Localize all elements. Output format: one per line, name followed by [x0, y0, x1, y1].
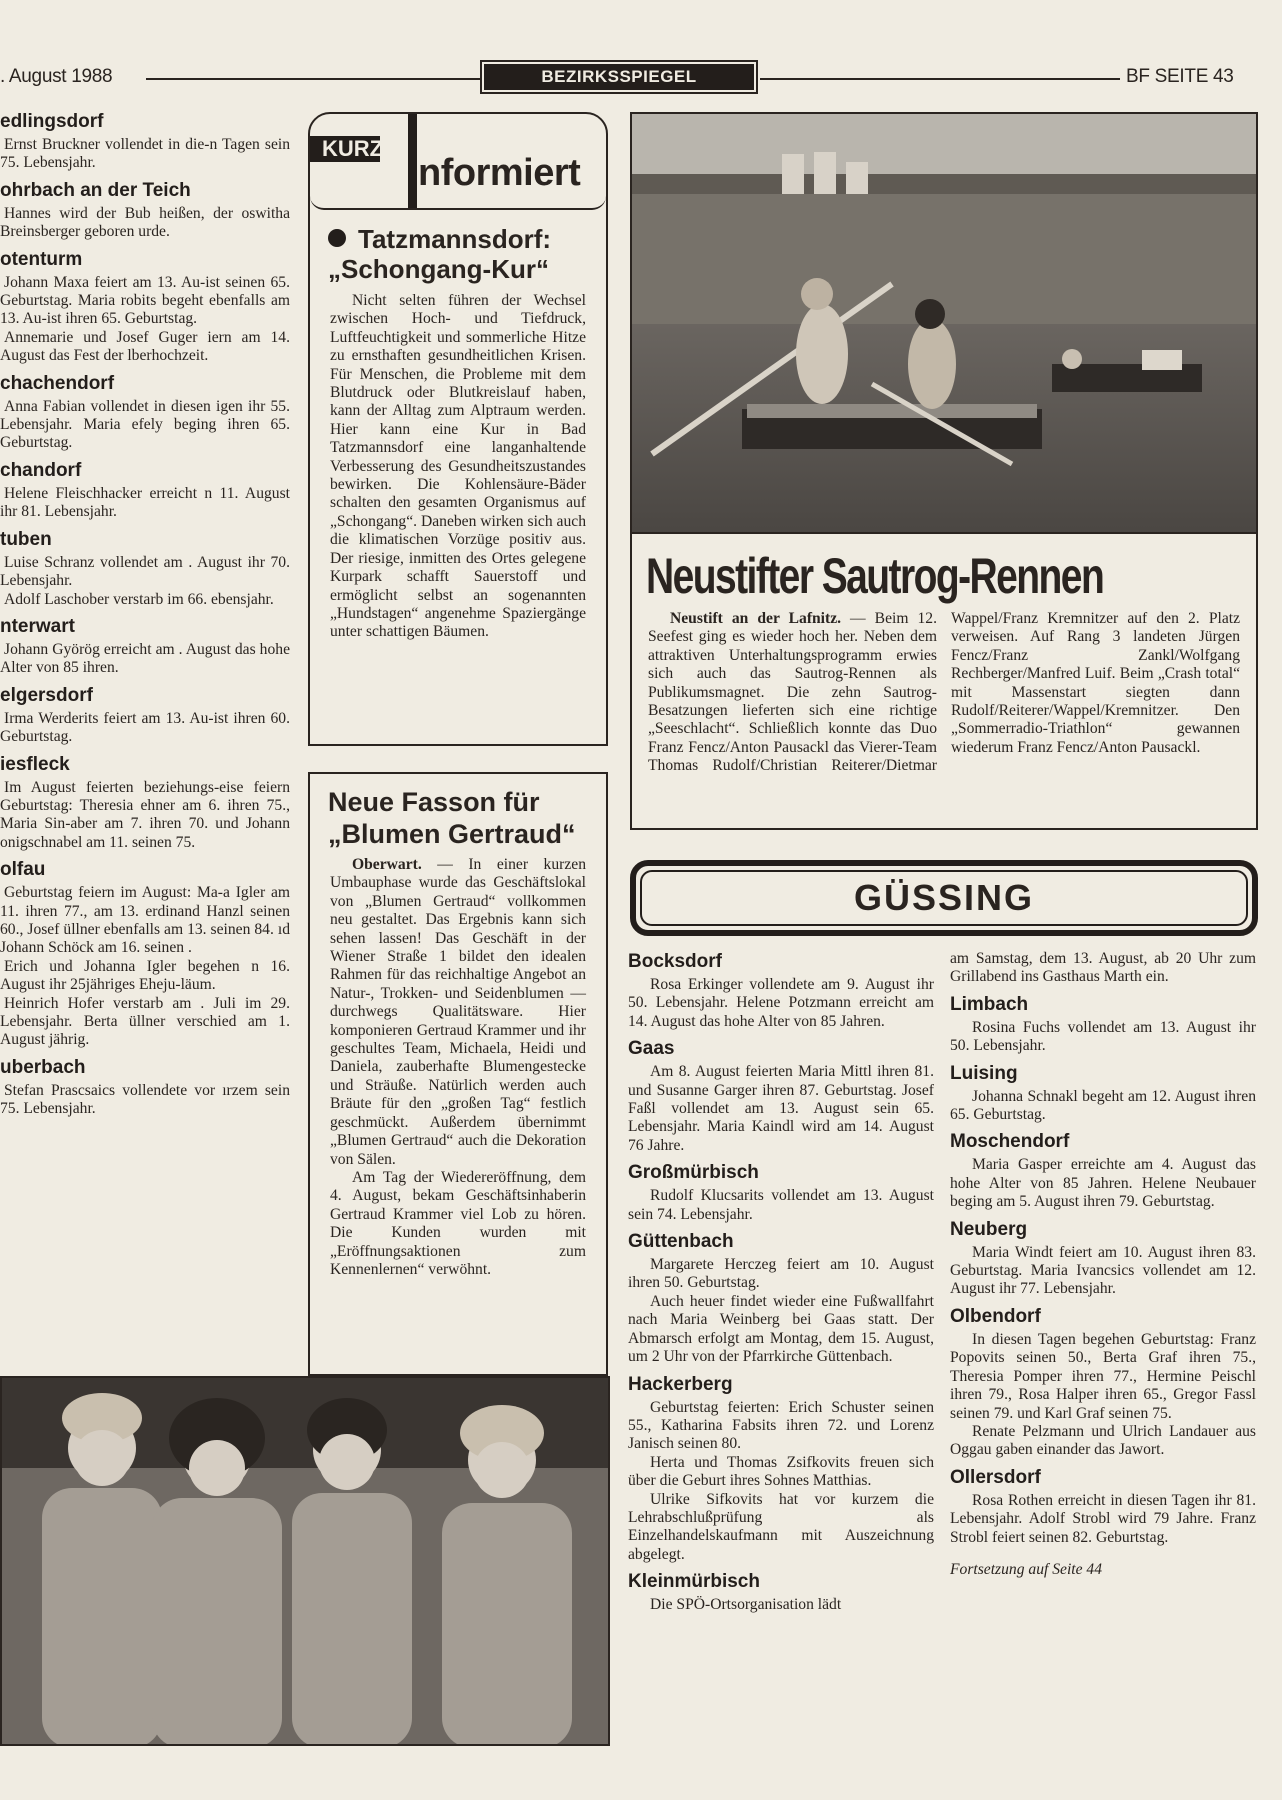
kurz-informiert-box	[308, 112, 608, 746]
notice-paragraph: Ernst Bruckner vollendet in die-n Tagen sein 75. Lebensjahr.	[0, 136, 290, 172]
place-heading: otenturm	[0, 248, 83, 270]
notice-paragraph: Geburtstag feiern im August: Ma-a Igler am 11. ihren 77., am 13. erdinand Hanzl seinen 60., Josef üllner ebenfalls am 13. seinen 84. ıd Johann Schöck am 16. seinen .	[0, 884, 290, 957]
district-banner	[630, 860, 1258, 936]
sautrog-race-photo	[630, 112, 1258, 534]
page-number: BF SEITE 43	[1126, 66, 1234, 87]
guessing-column-1	[628, 944, 934, 1615]
place-heading: olfau	[0, 859, 46, 881]
place-heading: Ollersdorf	[950, 1466, 1041, 1488]
notice-paragraph: Anna Fabian vollendet in diesen igen ihr 55. Lebensjahr. Maria efely beging ihren 65. Geburtstag.	[0, 397, 290, 452]
article-body	[648, 610, 1240, 776]
notice-paragraph: Rudolf Klucsarits vollendet am 13. August sein 74. Lebensjahr.	[628, 1187, 934, 1223]
notice-paragraph: Am 8. August feierten Maria Mittl ihren 81. und Susanne Garger ihren 87. Geburtstag. Josef Faßl vollendet am 13. August sein 65. Lebensjahr. Maria Kaindl wird am 14. August 76 Jahre.	[628, 1063, 934, 1154]
place-heading: nterwart	[0, 615, 75, 637]
notice-paragraph: Luise Schranz vollendet am . August ihr 70. Lebensjahr.	[0, 553, 290, 590]
place-heading: Güttenbach	[628, 1231, 734, 1253]
notice-paragraph: Rosa Erkinger vollendete am 9. August ihr 50. Lebensjahr. Helene Potzmann erreicht am 14. August das hohe Alter von 85 Jahren.	[628, 976, 934, 1030]
place-heading: tuben	[0, 528, 52, 550]
left-column-notices	[0, 104, 290, 1119]
place-heading: Moschendorf	[950, 1131, 1070, 1153]
article-headline: Neue Fasson für „Blumen Gertraud“	[328, 787, 576, 849]
notice-paragraph: Johann Maxa feiert am 13. Au-ist seinen 65. Geburtstag. Maria robits begeht ebenfalls am 13. Au-ist ihren 65. Geburtstag.	[0, 273, 290, 328]
article-paragraph: Am Tag der Wiedereröffnung, dem 4. August, bekam Geschäftsinhaberin Gertraud Krammer viel Lob zu hören. Die Kunden wurden mit „Eröffnungsaktionen zum Kennenlernen“ verwöhnt.	[330, 1168, 586, 1278]
dateline: Neustift an der Lafnitz.	[670, 610, 842, 627]
notice-paragraph: Erich und Johanna Igler begehen n 16. August ihr 25jähriges Eheju-läum.	[0, 957, 290, 994]
notice-paragraph: Irma Werderits feiert am 13. Au-ist ihren 60. Geburtstag.	[0, 709, 290, 746]
place-heading: chandorf	[0, 459, 82, 481]
informiert-word: nformiert	[418, 152, 581, 194]
notice-paragraph: Ulrike Sifkovits hat vor kurzem die Lehrabschlußprüfung als Einzelhandelskaufmann mit Auszeichnung abgelegt.	[628, 1490, 934, 1563]
continuation-note: Fortsetzung auf Seite 44	[950, 1560, 1103, 1578]
section-masthead	[480, 60, 758, 94]
place-heading: Gaas	[628, 1038, 675, 1060]
notice-paragraph: Adolf Laschober verstarb im 66. ebensjahr.	[4, 590, 274, 608]
notice-paragraph: Geburtstag feierten: Erich Schuster seinen 55., Katharina Fabsits ihren 72. und Lorenz Janisch seinen 80.	[628, 1398, 934, 1453]
headline-text: Tatzmannsdorf: „Schongang-Kur“	[328, 224, 552, 284]
place-heading: Hackerberg	[628, 1373, 733, 1395]
place-heading: Luising	[950, 1062, 1018, 1084]
article-headline: Neustifter Sautrog-Rennen	[646, 548, 1104, 604]
place-heading: iesfleck	[0, 753, 70, 775]
kurz-informiert-logo	[310, 114, 606, 210]
logo-bar	[408, 114, 417, 208]
body-text: — Beim 12. Seefest ging es wieder hoch her. Neben dem attraktiven Unterhaltungsprogramm erwies sich auch das Sautrog-Rennen als Publikumsmagnet. Die zehn Sautrog-Besatzungen lieferten sich eine richtige „Seeschlacht“. Schließlich konnte das Duo Franz Fencz/Anton Pausackl das Vierer-Team Thomas Rudolf/Christian Reiterer/Dietmar Wappel/Franz Kremnitzer auf den 2. Platz verweisen. Auf Rang 3 landeten Jürgen Fencz/Franz Zankl/Wolfgang Rechberger/Manfred Luif. Beim „Crash total“ mit Massenstart siegten dann Rudolf/Reiterer/Wappel/Kremnitzer. Den „Sommerradio-Triathlon“ gewannen wiederum Franz Fencz/Anton Pausackl.	[648, 610, 1240, 775]
florist-team-photo	[0, 1376, 610, 1746]
paragraph-text: — In einer kurzen Umbauphase wurde das Geschäftslokal von „Blumen Gertraud“ vollkommen neu gestaltet. Das Ergebnis kann sich sehen lassen! Das Geschäft in der Wiener Straße 1 bildet den idealen Rahmen für das reichhaltige Angebot an Natur-, Trokken- und Seidenblumen — durchwegs Qualitätsware. Hier komponieren Gertraud Krammer und ihr geschultes Team, Michaela, Heidi und Daniela, zauberhafte Blumengestecke und Sträuße. Natürlich werden auch Bräute für den „großen Tag“ festlich geschmückt. Außerdem übernimmt „Blumen Gertraud“ auch die Dekoration von Sälen.	[330, 856, 586, 1168]
place-heading: ohrbach an der Teich	[0, 179, 191, 201]
notice-paragraph: Rosa Rothen erreicht in diesen Tagen ihr 81. Lebensjahr. Adolf Strobl wird 79 Jahre. Franz Strobl feiert seinen 82. Geburtstag.	[950, 1491, 1256, 1546]
dateline: Oberwart.	[352, 856, 422, 873]
notice-paragraph: Hannes wird der Bub heißen, der oswitha Breinsberger geboren urde.	[0, 204, 290, 241]
notice-paragraph: Helene Fleischhacker erreicht n 11. August ihr 81. Lebensjahr.	[0, 484, 290, 521]
notice-paragraph: Die SPÖ-Ortsorganisation lädt	[650, 1596, 842, 1614]
notice-paragraph: Maria Gasper erreichte am 4. August das hohe Alter von 85 Jahren. Helene Neubauer beging am 5. August ihren 79. Geburtstag.	[950, 1156, 1256, 1211]
place-heading: Kleinmürbisch	[628, 1571, 760, 1593]
notice-paragraph: Auch heuer findet wieder eine Fußwallfahrt nach Maria Weinberg bei Gaas statt. Der Abmarsch erfolgt am Montag, dem 15. August, um 2 Uhr von der Pfarrkirche Güttenbach.	[628, 1292, 934, 1366]
place-heading: Großmürbisch	[628, 1162, 759, 1184]
notice-paragraph: Stefan Prascsaics vollendete vor ırzem sein 75. Lebensjahr.	[0, 1081, 290, 1118]
notice-paragraph: Rosina Fuchs vollendet am 13. August ihr 50. Lebensjahr.	[950, 1018, 1256, 1055]
header-rule-right	[760, 78, 1120, 80]
guessing-column-2-entries	[950, 994, 1256, 1547]
notice-paragraph: Johanna Schnakl begeht am 12. August ihren 65. Geburtstag.	[950, 1087, 1256, 1124]
notice-paragraph: Margarete Herczeg feiert am 10. August ihren 50. Geburtstag.	[628, 1256, 934, 1292]
place-heading: edlingsdorf	[0, 111, 104, 132]
notice-paragraph: In diesen Tagen begehen Geburtstag: Franz Popovits seinen 50., Berta Graf ihren 75., Theresia Pomper ihren 77., Hermine Peischl ihren 79., Rosa Halper ihren 65., Gregor Fassl seinen 79. und Karl Graf seinen 75.	[950, 1330, 1256, 1422]
notice-paragraph: am Samstag, dem 13. August, ab 20 Uhr zum Grillabend ins Gasthaus Marth ein.	[950, 950, 1256, 986]
notice-paragraph: Heinrich Hofer verstarb am . Juli im 29. Lebensjahr. Berta üllner verschied am 1. August jährig.	[0, 994, 290, 1049]
notice-paragraph: Johann Györög erreicht am . August das hohe Alter von 85 ihren.	[0, 640, 290, 677]
place-heading: elgersdorf	[0, 684, 93, 706]
guessing-column-2	[950, 950, 1256, 1579]
district-title: GÜSSING	[640, 870, 1248, 926]
notice-paragraph: Herta und Thomas Zsifkovits freuen sich über die Geburt ihres Sohnes Matthias.	[628, 1453, 934, 1490]
blumen-gertraud-article	[308, 772, 608, 1376]
notice-paragraph: Annemarie und Josef Guger iern am 14. August das Fest der lberhochzeit.	[0, 328, 290, 365]
place-heading: Limbach	[950, 993, 1029, 1015]
place-heading: chachendorf	[0, 372, 115, 394]
place-heading: Neuberg	[950, 1218, 1028, 1240]
kurz-badge: KURZ	[310, 136, 380, 162]
article-headline	[328, 224, 588, 284]
notice-paragraph: Im August feierten beziehungs-eise feiern Geburtstag: Theresia ehner am 6. ihren 75., Maria Sin-aber am 7. ihren 70. und Johann onigschnabel am 11. seinen 75.	[0, 778, 290, 851]
notice-paragraph: Renate Pelzmann und Ulrich Landauer aus Oggau gaben einander das Jawort.	[950, 1422, 1256, 1459]
header-rule-left	[146, 78, 480, 80]
place-heading: Bocksdorf	[628, 951, 722, 972]
bullet-icon	[328, 229, 346, 247]
section-title: BEZIRKSSPIEGEL	[484, 64, 754, 90]
place-heading: uberbach	[0, 1056, 86, 1078]
place-heading: Olbendorf	[950, 1305, 1041, 1327]
issue-date: . August 1988	[0, 66, 113, 87]
article-body: Nicht selten führen der Wechsel zwischen Hoch- und Tiefdruck, Luftfeuchtigkeit und sommerliche Hitze zu ernsthaften gesundheitlichen Krisen. Für Menschen, die Probleme mit dem Blutdruck oder Blutkreislauf haben, kann der Alltag zum Alptraum werden. Hier kann eine Kur in Bad Tatzmannsdorf eine langanhaltende Verbesserung des Gesundheitszustandes bewirken. Die Kohlensäure-Bäder schalten den gesamten Organismus auf „Schongang“. Daneben wirken sich auch die klimatischen Vorzüge positiv aus. Der riesige, inmitten des Ortes gelegene Kurpark schafft Sauerstoff und ermöglicht selbst an sogenannten „Hundstagen“ angenehme Spaziergänge unter schattigen Bäumen.	[330, 292, 586, 641]
article-paragraph	[330, 856, 586, 1169]
sautrog-rennen-article	[630, 534, 1258, 830]
notice-paragraph: Maria Windt feiert am 10. August ihren 83. Geburtstag. Maria Ivancsics vollendet am 12. August ihr 77. Lebensjahr.	[950, 1243, 1256, 1298]
